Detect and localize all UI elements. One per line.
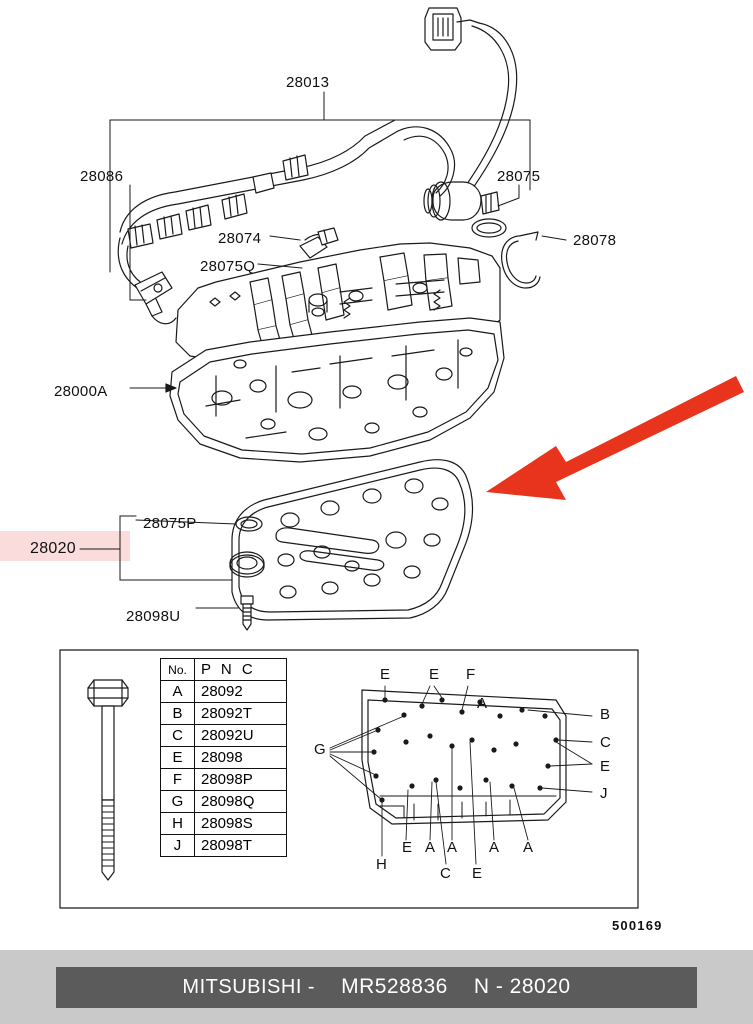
row-letter: J bbox=[161, 835, 195, 857]
row-letter: H bbox=[161, 813, 195, 835]
callout-28013: 28013 bbox=[286, 74, 330, 91]
callout-28078: 28078 bbox=[573, 232, 617, 249]
plate-letter: C bbox=[600, 734, 612, 751]
table-row bbox=[161, 747, 287, 769]
row-letter: B bbox=[161, 703, 195, 725]
plate-letter: E bbox=[429, 666, 440, 683]
figure-code: 500169 bbox=[612, 918, 663, 933]
row-part-number: 28092U bbox=[195, 725, 287, 747]
table-row bbox=[161, 681, 287, 703]
table-row bbox=[161, 769, 287, 791]
table-row bbox=[161, 791, 287, 813]
banner-content bbox=[56, 967, 697, 1008]
row-letter: G bbox=[161, 791, 195, 813]
table-header-row bbox=[161, 659, 287, 681]
plate-letter: B bbox=[600, 706, 611, 723]
header-no: No. bbox=[161, 659, 195, 681]
bottom-banner bbox=[0, 950, 753, 1024]
callout-28000A: 28000A bbox=[54, 383, 108, 400]
row-part-number: 28098T bbox=[195, 835, 287, 857]
plate-letter: A bbox=[477, 695, 488, 712]
callout-28075: 28075 bbox=[497, 168, 541, 185]
table-row bbox=[161, 835, 287, 857]
row-letter: E bbox=[161, 747, 195, 769]
table-row bbox=[161, 703, 287, 725]
callout-28020: 28020 bbox=[30, 540, 76, 557]
parts-table bbox=[160, 658, 287, 857]
plate-letter: E bbox=[472, 865, 483, 882]
plate-letter: A bbox=[425, 839, 436, 856]
plate-letter: A bbox=[523, 839, 534, 856]
callout-28074: 28074 bbox=[218, 230, 262, 247]
callout-28075P: 28075P bbox=[143, 515, 197, 532]
row-letter: A bbox=[161, 681, 195, 703]
row-letter: C bbox=[161, 725, 195, 747]
brand-label: MITSUBISHI - bbox=[182, 975, 316, 998]
row-part-number: 28098Q bbox=[195, 791, 287, 813]
table-row bbox=[161, 725, 287, 747]
plate-letter: J bbox=[600, 785, 608, 802]
plate-letter: F bbox=[466, 666, 476, 683]
plate-letter: E bbox=[380, 666, 391, 683]
plate-letter: G bbox=[314, 741, 326, 758]
part-number-label: MR528836 bbox=[341, 975, 448, 998]
table-row bbox=[161, 813, 287, 835]
plate-letter: A bbox=[447, 839, 458, 856]
group-label: N - 28020 bbox=[473, 975, 571, 998]
row-part-number: 28098P bbox=[195, 769, 287, 791]
row-part-number: 28098 bbox=[195, 747, 287, 769]
plate-letter: A bbox=[489, 839, 500, 856]
row-letter: F bbox=[161, 769, 195, 791]
row-part-number: 28092 bbox=[195, 681, 287, 703]
callout-28075Q: 28075Q bbox=[200, 258, 256, 275]
plate-letter: E bbox=[600, 758, 611, 775]
plate-letter: C bbox=[440, 865, 452, 882]
callout-28086: 28086 bbox=[80, 168, 124, 185]
header-pnc: P N C bbox=[195, 659, 287, 681]
plate-letter: E bbox=[402, 839, 413, 856]
row-part-number: 28092T bbox=[195, 703, 287, 725]
row-part-number: 28098S bbox=[195, 813, 287, 835]
plate-letter: H bbox=[376, 856, 388, 873]
callout-28098U: 28098U bbox=[126, 608, 181, 625]
